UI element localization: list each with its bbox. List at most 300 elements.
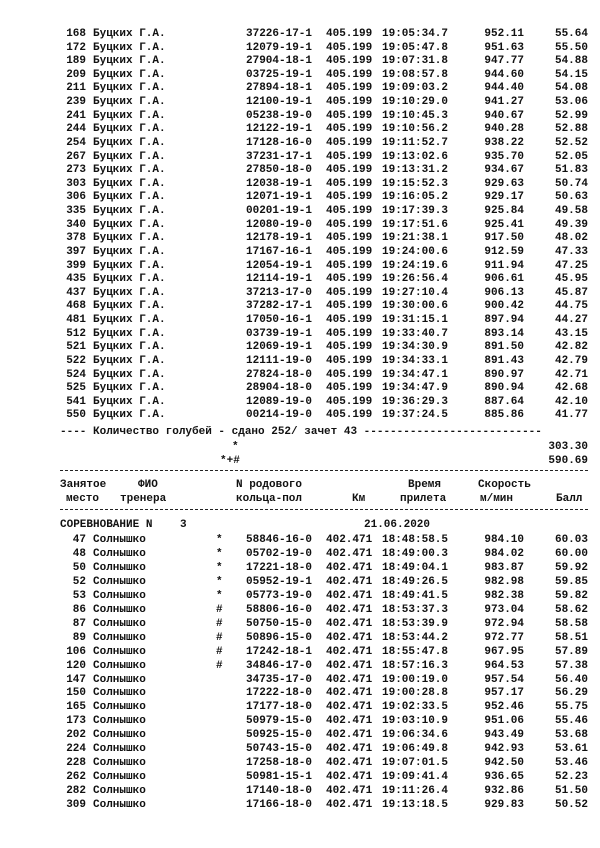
cell-place: 53: [72, 589, 86, 602]
cell-time: 19:05:34.7: [382, 28, 449, 40]
cell-km: 405.199: [326, 164, 373, 177]
cell-speed: 951.63: [484, 41, 524, 54]
table-row: [60, 742, 588, 756]
cell-km: 405.199: [326, 395, 373, 408]
cell-speed: 897.94: [484, 314, 524, 327]
cell-trainer: Буцких Г.А.: [93, 68, 166, 81]
cell-time: 19:21:38.1: [382, 232, 449, 245]
cell-time: 19:07:01.5: [382, 757, 449, 770]
table-row: [60, 728, 588, 742]
cell-speed: 944.60: [484, 68, 524, 81]
cell-time: 19:34:33.1: [382, 354, 449, 367]
cell-place: 244: [66, 123, 86, 136]
cell-trainer: Буцких Г.А.: [93, 395, 166, 408]
cell-speed: 940.67: [484, 109, 524, 122]
cell-place: 87: [72, 617, 86, 630]
table-row: [60, 272, 588, 286]
cell-km: 405.199: [326, 259, 373, 272]
star-total: 303.30: [548, 441, 588, 453]
cell-ring: 37226-17-1: [246, 28, 313, 40]
cell-place: 150: [66, 687, 86, 700]
cell-place: 303: [66, 177, 86, 190]
cell-ring: 27824-18-0: [246, 368, 313, 381]
cell-km: 405.199: [326, 382, 373, 395]
cell-time: 19:00:28.8: [382, 687, 449, 700]
table-row: [60, 575, 588, 589]
cell-trainer: Буцких Г.А.: [93, 259, 166, 272]
cell-ring: 17128-16-0: [246, 136, 313, 149]
cell-speed: 984.02: [484, 547, 524, 560]
cell-trainer: Буцких Г.А.: [93, 123, 166, 136]
cell-km: 405.199: [326, 314, 373, 327]
cell-score: 53.06: [554, 96, 588, 109]
table-row: [60, 756, 588, 770]
cell-ring: 17258-18-0: [246, 757, 313, 770]
cell-km: 402.471: [326, 589, 373, 602]
table-row: [60, 381, 588, 395]
cell-ring: 12114-19-1: [246, 273, 313, 286]
header-mmin: м/мин: [480, 493, 514, 505]
table-row: [60, 533, 588, 547]
cell-trainer: Буцких Г.А.: [93, 28, 166, 40]
cell-ring: 17167-16-1: [246, 245, 313, 258]
header-trainer: тренера: [120, 493, 167, 505]
cell-time: 19:16:05.2: [382, 191, 449, 204]
cell-score: 56.40: [554, 673, 588, 686]
cell-ring: 12080-19-0: [246, 218, 313, 231]
cell-place: 267: [66, 150, 86, 163]
table-row: [60, 218, 588, 232]
cell-ring: 27904-18-1: [246, 55, 313, 68]
cell-speed: 982.38: [484, 589, 524, 602]
cell-km: 405.199: [326, 28, 373, 40]
cell-time: 19:24:00.6: [382, 245, 449, 258]
cell-trainer: Буцких Г.А.: [93, 382, 166, 395]
cell-km: 405.199: [326, 123, 373, 136]
cell-score: 57.38: [554, 659, 588, 672]
cell-score: 58.58: [554, 617, 588, 630]
cell-score: 42.68: [554, 382, 588, 395]
cell-ring: 27850-18-0: [246, 164, 313, 177]
cell-score: 53.61: [554, 743, 588, 756]
header-ring: N родового: [236, 479, 303, 491]
table-row: [60, 770, 588, 784]
cell-trainer: Солнышко: [93, 534, 146, 546]
table-row: [60, 700, 588, 714]
cell-place: 309: [66, 799, 86, 812]
cell-score: 54.88: [554, 55, 588, 68]
table-row: [60, 603, 588, 617]
cell-ring: 50979-15-0: [246, 715, 313, 728]
table-row: [60, 95, 588, 109]
cell-place: 52: [72, 575, 86, 588]
cell-trainer: Буцких Г.А.: [93, 82, 166, 95]
cell-time: 19:17:39.3: [382, 205, 449, 218]
cell-speed: 912.59: [484, 245, 524, 258]
cell-ring: 37282-17-1: [246, 300, 313, 313]
starhash-total-row: [60, 454, 588, 468]
cell-trainer: Буцких Г.А.: [93, 314, 166, 327]
cell-place: 306: [66, 191, 86, 204]
cell-ring: 12079-19-1: [246, 41, 313, 54]
table-row: [60, 136, 588, 150]
table-row: [60, 354, 588, 368]
cell-place: 89: [72, 631, 86, 644]
cell-ring: 58846-16-0: [246, 534, 313, 546]
table-row: [60, 340, 588, 354]
cell-trainer: Солнышко: [93, 701, 146, 714]
cell-speed: 957.54: [484, 673, 524, 686]
cell-score: 43.15: [554, 327, 588, 340]
table-row: [60, 27, 588, 41]
cell-km: 402.471: [326, 743, 373, 756]
cell-speed: 957.17: [484, 687, 524, 700]
cell-km: 402.471: [326, 729, 373, 742]
header-row-1: [60, 478, 588, 492]
cell-ring: 37213-17-0: [246, 286, 313, 299]
cell-place: 47: [72, 534, 86, 546]
table-row: [60, 41, 588, 55]
cell-ring: 37231-17-1: [246, 150, 313, 163]
cell-speed: 952.11: [484, 28, 524, 40]
cell-place: 399: [66, 259, 86, 272]
cell-place: 86: [72, 603, 86, 616]
table-row: [60, 561, 588, 575]
cell-place: 50: [72, 561, 86, 574]
cell-trainer: Буцких Г.А.: [93, 300, 166, 313]
cell-trainer: Солнышко: [93, 687, 146, 700]
cell-speed: 944.40: [484, 82, 524, 95]
cell-trainer: Солнышко: [93, 645, 146, 658]
cell-time: 18:49:41.5: [382, 589, 449, 602]
cell-speed: 929.17: [484, 191, 524, 204]
cell-trainer: Буцких Г.А.: [93, 409, 166, 422]
cell-speed: 982.98: [484, 575, 524, 588]
table-row: [60, 408, 588, 422]
cell-speed: 973.04: [484, 603, 524, 616]
cell-place: 211: [66, 82, 86, 95]
cell-place: 106: [66, 645, 86, 658]
cell-trainer: Буцких Г.А.: [93, 232, 166, 245]
cell-ring: 12038-19-1: [246, 177, 313, 190]
cell-time: 19:10:56.2: [382, 123, 449, 136]
separator-line: [60, 509, 588, 510]
cell-speed: 929.83: [484, 799, 524, 812]
cell-ring: 17221-18-0: [246, 561, 313, 574]
cell-score: 50.63: [554, 191, 588, 204]
cell-score: 52.99: [554, 109, 588, 122]
cell-ring: 17140-18-0: [246, 785, 313, 798]
cell-ring: 12111-19-0: [246, 354, 313, 367]
cell-score: 60.00: [554, 547, 588, 560]
cell-trainer: Солнышко: [93, 589, 146, 602]
header-row-2: [60, 492, 588, 506]
cell-time: 19:11:52.7: [382, 136, 449, 149]
cell-time: 19:17:51.6: [382, 218, 449, 231]
cell-score: 58.62: [554, 603, 588, 616]
cell-km: 402.471: [326, 715, 373, 728]
cell-place: 512: [66, 327, 86, 340]
cell-speed: 911.94: [484, 259, 524, 272]
table-row: [60, 122, 588, 136]
cell-mark: *: [216, 534, 223, 546]
table-row: [60, 109, 588, 123]
cell-mark: #: [216, 603, 223, 616]
cell-trainer: Буцких Г.А.: [93, 164, 166, 177]
header-ring-sex: кольца-пол: [236, 493, 303, 505]
cell-score: 51.50: [554, 785, 588, 798]
cell-km: 405.199: [326, 245, 373, 258]
cell-time: 19:05:47.8: [382, 41, 449, 54]
cell-place: 481: [66, 314, 86, 327]
cell-km: 405.199: [326, 150, 373, 163]
table-row: [60, 395, 588, 409]
cell-trainer: Солнышко: [93, 799, 146, 812]
table-row: [60, 673, 588, 687]
cell-time: 19:11:26.4: [382, 785, 449, 798]
cell-place: 120: [66, 659, 86, 672]
header-score: Балл: [556, 493, 583, 505]
cell-score: 51.83: [554, 164, 588, 177]
cell-ring: 12178-19-1: [246, 232, 313, 245]
table-row: [60, 714, 588, 728]
cell-ring: 58806-16-0: [246, 603, 313, 616]
cell-mark: *: [216, 547, 223, 560]
cell-time: 18:53:37.3: [382, 603, 449, 616]
cell-km: 402.471: [326, 799, 373, 812]
cell-time: 19:07:31.8: [382, 55, 449, 68]
cell-score: 56.29: [554, 687, 588, 700]
cell-speed: 890.94: [484, 382, 524, 395]
cell-score: 60.03: [554, 534, 588, 546]
table-row: [60, 617, 588, 631]
cell-speed: 984.10: [484, 534, 524, 546]
cell-trainer: Солнышко: [93, 561, 146, 574]
cell-km: 405.199: [326, 300, 373, 313]
cell-km: 402.471: [326, 687, 373, 700]
cell-time: 19:33:40.7: [382, 327, 449, 340]
table-row: [60, 645, 588, 659]
cell-speed: 900.42: [484, 300, 524, 313]
cell-score: 45.87: [554, 286, 588, 299]
cell-time: 19:00:19.0: [382, 673, 449, 686]
cell-score: 55.50: [554, 41, 588, 54]
cell-ring: 05238-19-0: [246, 109, 313, 122]
cell-mark: #: [216, 659, 223, 672]
cell-time: 18:53:39.9: [382, 617, 449, 630]
cell-place: 273: [66, 164, 86, 177]
cell-trainer: Солнышко: [93, 659, 146, 672]
cell-trainer: Солнышко: [93, 729, 146, 742]
cell-speed: 932.86: [484, 785, 524, 798]
cell-place: 521: [66, 341, 86, 354]
cell-speed: 983.87: [484, 561, 524, 574]
cell-ring: 50981-15-1: [246, 771, 313, 784]
table-row: [60, 81, 588, 95]
cell-ring: 17177-18-0: [246, 701, 313, 714]
cell-place: 209: [66, 68, 86, 81]
cell-score: 48.02: [554, 232, 588, 245]
cell-score: 52.88: [554, 123, 588, 136]
cell-score: 47.33: [554, 245, 588, 258]
table-row: [60, 798, 588, 812]
cell-ring: 50743-15-0: [246, 743, 313, 756]
cell-speed: 935.70: [484, 150, 524, 163]
cell-time: 19:15:52.3: [382, 177, 449, 190]
cell-time: 19:06:49.8: [382, 743, 449, 756]
cell-score: 42.10: [554, 395, 588, 408]
cell-score: 59.85: [554, 575, 588, 588]
cell-score: 54.08: [554, 82, 588, 95]
cell-km: 405.199: [326, 354, 373, 367]
cell-km: 405.199: [326, 409, 373, 422]
table-row: [60, 784, 588, 798]
table-row: [60, 177, 588, 191]
cell-speed: 952.46: [484, 701, 524, 714]
table-row: [60, 299, 588, 313]
cell-time: 19:13:02.6: [382, 150, 449, 163]
table-row: [60, 190, 588, 204]
cell-place: 189: [66, 55, 86, 68]
cell-ring: 05702-19-0: [246, 547, 313, 560]
table-row: [60, 68, 588, 82]
cell-trainer: Буцких Г.А.: [93, 327, 166, 340]
cell-km: 402.471: [326, 659, 373, 672]
cell-score: 50.74: [554, 177, 588, 190]
cell-speed: 934.67: [484, 164, 524, 177]
cell-time: 19:30:00.6: [382, 300, 449, 313]
table-row: [60, 659, 588, 673]
cell-trainer: Солнышко: [93, 547, 146, 560]
cell-trainer: Буцких Г.А.: [93, 150, 166, 163]
cell-time: 19:13:31.2: [382, 164, 449, 177]
starhash-mark: *+#: [220, 455, 240, 467]
table-row: [60, 313, 588, 327]
cell-speed: 940.28: [484, 123, 524, 136]
cell-trainer: Буцких Г.А.: [93, 368, 166, 381]
cell-speed: 925.84: [484, 205, 524, 218]
header-place: Занятое: [60, 479, 107, 491]
cell-km: 402.471: [326, 617, 373, 630]
cell-speed: 972.94: [484, 617, 524, 630]
cell-ring: 17242-18-1: [246, 645, 313, 658]
cell-km: 402.471: [326, 701, 373, 714]
cell-trainer: Солнышко: [93, 603, 146, 616]
cell-trainer: Буцких Г.А.: [93, 177, 166, 190]
cell-km: 402.471: [326, 603, 373, 616]
cell-ring: 17222-18-0: [246, 687, 313, 700]
cell-ring: 12089-19-0: [246, 395, 313, 408]
cell-km: 405.199: [326, 109, 373, 122]
cell-trainer: Солнышко: [93, 715, 146, 728]
cell-place: 172: [66, 41, 86, 54]
cell-place: 254: [66, 136, 86, 149]
cell-place: 168: [66, 28, 86, 40]
cell-ring: 27894-18-1: [246, 82, 313, 95]
cell-trainer: Буцких Г.А.: [93, 354, 166, 367]
cell-time: 19:36:29.3: [382, 395, 449, 408]
cell-time: 19:37:24.5: [382, 409, 449, 422]
cell-speed: 929.63: [484, 177, 524, 190]
cell-score: 59.92: [554, 561, 588, 574]
cell-place: 335: [66, 205, 86, 218]
cell-ring: 17050-16-1: [246, 314, 313, 327]
cell-km: 402.471: [326, 757, 373, 770]
cell-ring: 34735-17-0: [246, 673, 313, 686]
cell-score: 52.23: [554, 771, 588, 784]
cell-trainer: Солнышко: [93, 631, 146, 644]
cell-km: 402.471: [326, 575, 373, 588]
star-mark: *: [232, 441, 239, 453]
table-row: [60, 589, 588, 603]
cell-speed: 942.50: [484, 757, 524, 770]
cell-km: 405.199: [326, 368, 373, 381]
cell-score: 47.25: [554, 259, 588, 272]
cell-place: 524: [66, 368, 86, 381]
cell-ring: 00201-19-1: [246, 205, 313, 218]
cell-place: 541: [66, 395, 86, 408]
cell-speed: 885.86: [484, 409, 524, 422]
cell-km: 405.199: [326, 136, 373, 149]
cell-score: 42.79: [554, 354, 588, 367]
cell-km: 402.471: [326, 561, 373, 574]
cell-speed: 891.43: [484, 354, 524, 367]
header-place-2: место: [66, 493, 100, 505]
cell-speed: 947.77: [484, 55, 524, 68]
cell-ring: 12069-19-1: [246, 341, 313, 354]
cell-trainer: Буцких Г.А.: [93, 96, 166, 109]
cell-place: 228: [66, 757, 86, 770]
cell-speed: 967.95: [484, 645, 524, 658]
cell-trainer: Солнышко: [93, 757, 146, 770]
cell-mark: #: [216, 645, 223, 658]
cell-ring: 17166-18-0: [246, 799, 313, 812]
cell-trainer: Солнышко: [93, 575, 146, 588]
cell-km: 402.471: [326, 631, 373, 644]
cell-km: 405.199: [326, 191, 373, 204]
cell-ring: 50896-15-0: [246, 631, 313, 644]
cell-speed: 906.13: [484, 286, 524, 299]
cell-trainer: Буцких Г.А.: [93, 55, 166, 68]
cell-speed: 887.64: [484, 395, 524, 408]
cell-speed: 943.49: [484, 729, 524, 742]
table-row: [60, 150, 588, 164]
table-row: [60, 259, 588, 273]
cell-km: 405.199: [326, 82, 373, 95]
header-time: Время: [408, 479, 442, 491]
cell-place: 282: [66, 785, 86, 798]
cell-mark: *: [216, 575, 223, 588]
cell-ring: 05773-19-0: [246, 589, 313, 602]
cell-km: 405.199: [326, 218, 373, 231]
cell-trainer: Буцких Г.А.: [93, 136, 166, 149]
cell-time: 18:49:00.3: [382, 547, 449, 560]
cell-trainer: Буцких Г.А.: [93, 109, 166, 122]
cell-speed: 906.61: [484, 273, 524, 286]
cell-speed: 942.93: [484, 743, 524, 756]
cell-km: 405.199: [326, 205, 373, 218]
cell-km: 402.471: [326, 771, 373, 784]
cell-score: 42.82: [554, 341, 588, 354]
table-row: [60, 245, 588, 259]
competition-number: 3: [180, 519, 187, 531]
cell-score: 52.52: [554, 136, 588, 149]
table-row: [60, 204, 588, 218]
cell-km: 405.199: [326, 96, 373, 109]
cell-place: 378: [66, 232, 86, 245]
cell-score: 41.77: [554, 409, 588, 422]
summary-line: ---- Количество голубей - сдано 252/ зачет 43 ---------------------------: [60, 426, 542, 438]
